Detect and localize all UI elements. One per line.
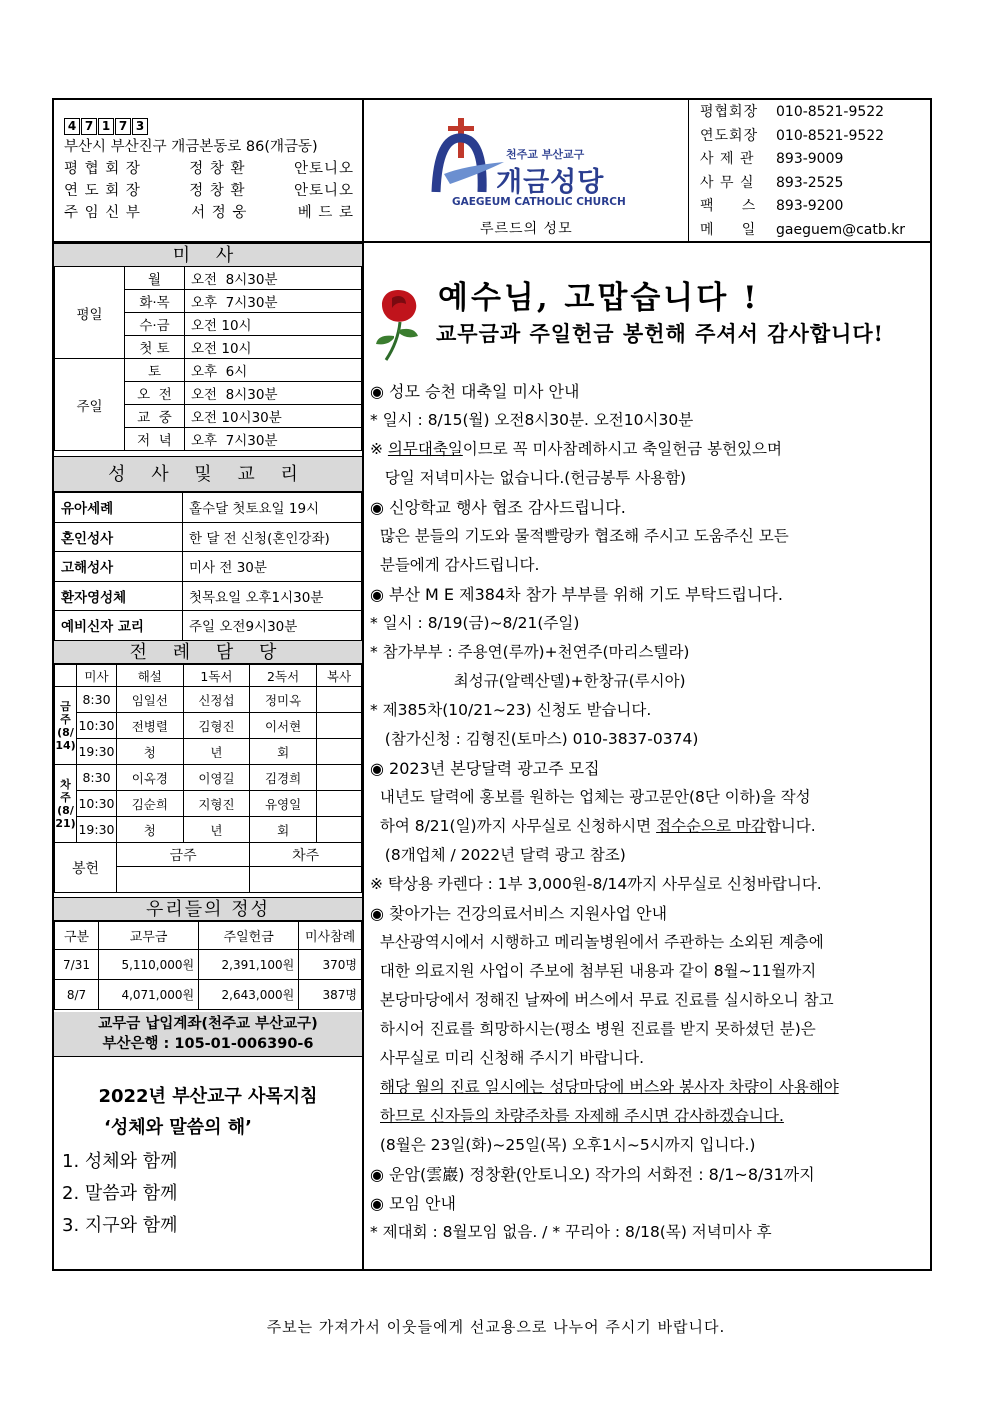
sacrament-row [55, 552, 362, 582]
liturgy-header: 해설 [117, 665, 184, 687]
guideline-item: 1. 성체와 함께 [62, 1151, 178, 1172]
notice-4-line-2 [370, 812, 839, 841]
notice-5-line-2: 대한 의료지원 사업이 주보에 첨부된 내용과 같이 8월~11월까지 [370, 962, 817, 980]
footer-note: 주보는 가져가서 이웃들에게 선교용으로 나누어 주시기 바랍니다. [266, 1318, 726, 1336]
offering-this-week: 금주 [117, 843, 250, 867]
donations-title: 우리들의 정성 [54, 897, 362, 921]
guideline-motto: ‘성체와 말씀의 해’ [104, 1117, 252, 1138]
liturgy-cell: 회 [250, 739, 317, 765]
liturgy-cell: 김순희 [117, 791, 184, 817]
liturgy-cell: 회 [250, 817, 317, 843]
notice-4-line-1: 내년도 달력에 홍보를 원하는 업체는 광고문안(8단 이하)을 작성 [370, 788, 811, 806]
donations-row [55, 950, 362, 980]
patron-saint: 루르드의 성모 [480, 221, 573, 237]
sacrament-row [55, 522, 362, 552]
guideline-title: 2022년 부산교구 사목지침 [98, 1086, 318, 1107]
zip-digit: 1 [98, 118, 114, 135]
liturgy-header: 1독서 [183, 665, 250, 687]
mass-time: 오전 10시 [185, 336, 362, 359]
notice-4-line-4: ※ 탁상용 카렌다 : 1부 3,000원-8/14까지 사무실로 신청바랍니다. [370, 875, 822, 893]
sacrament-schedule: 홀수달 첫토요일 19시 [183, 493, 362, 523]
liturgy-header-row [55, 665, 362, 687]
liturgy-cell [316, 817, 361, 843]
notice-1-title: ◉ 성모 승천 대축일 미사 안내 [370, 382, 580, 401]
liturgy-row [55, 765, 362, 791]
contact-value: 893-9200 [776, 198, 844, 214]
contact-value: gaeguem@catb.kr [776, 221, 906, 238]
liturgy-cell [316, 713, 361, 739]
liturgy-row [55, 817, 362, 843]
contact-value: 010-8521-9522 [776, 127, 885, 144]
sacrament-name: 환자영성체 [55, 581, 183, 611]
liturgy-cell: 이영길 [183, 765, 250, 791]
liturgy-cell: 임일선 [117, 687, 184, 713]
sacrament-schedule: 첫목요일 오후1시30분 [183, 581, 362, 611]
liturgy-cell: 10:30 [77, 713, 117, 739]
header-right-divider [688, 100, 689, 241]
donations-header: 주일헌금 [199, 922, 299, 950]
liturgy-cell: 정미옥 [250, 687, 317, 713]
donations-cell: 8/7 [55, 980, 99, 1010]
sacrament-row [55, 581, 362, 611]
liturgy-row [55, 687, 362, 713]
notice-2-line-1: 많은 분들의 기도와 물적빨랑카 협조해 주시고 도움주신 모든 [370, 527, 789, 545]
liturgy-row [55, 739, 362, 765]
sacrament-schedule: 한 달 전 신청(혼인강좌) [183, 522, 362, 552]
donations-cell: 4,071,000원 [99, 980, 199, 1010]
sacraments-table [54, 492, 362, 641]
liturgy-cell: 이서현 [250, 713, 317, 739]
notice-3-line-1: * 일시 : 8/19(금)~8/21(주일) [370, 614, 580, 632]
mass-day: 화·목 [125, 290, 185, 313]
contact-label: 사 무 실 [700, 174, 755, 191]
sacraments-title: 성 사 및 교 리 [54, 456, 362, 492]
mass-time: 오전 10시 [185, 313, 362, 336]
sacrament-schedule: 미사 전 30분 [183, 552, 362, 582]
sacrament-name: 유아세례 [55, 493, 183, 523]
rose-icon [372, 282, 428, 364]
notice-1-line-1: * 일시 : 8/15(월) 오전8시30분. 오전10시30분 [370, 411, 694, 429]
account-info [54, 1012, 362, 1057]
notice-4-text: 하여 8/21(일)까지 사무실로 신청하시면 [370, 817, 657, 835]
liturgy-cell: 이옥경 [117, 765, 184, 791]
liturgy-cell: 김경희 [250, 765, 317, 791]
guideline-items [54, 1146, 362, 1242]
notice-2-title: ◉ 신앙학교 행사 협조 감사드립니다. [370, 498, 626, 517]
contact-label: 팩 스 [700, 198, 757, 214]
notice-5-line-3: 본당마당에서 정해진 날짜에 버스에서 무료 진료를 실시하오니 참고 [370, 991, 834, 1009]
offering-header-row [55, 843, 362, 867]
officer-row [64, 158, 354, 180]
offering-this-week-value [117, 867, 250, 893]
donations-header: 미사참례 [299, 922, 362, 950]
address: 부산시 부산진구 개금본동로 86(개금동) [64, 139, 318, 155]
notice-1-line-2 [370, 435, 839, 464]
liturgy-week-label: 금주 (8/14) [55, 687, 77, 765]
mass-time: 오후 7시30분 [185, 290, 362, 313]
notice-3-line-4: * 제385차(10/21~23) 신청도 받습니다. [370, 701, 652, 719]
sacrament-schedule: 주일 오전9시30분 [183, 611, 362, 641]
contact-label: 사 제 관 [700, 151, 755, 167]
liturgy-week-label: 차주 (8/21) [55, 765, 77, 843]
officer-name: 서 정 웅 [191, 205, 248, 221]
zip-digit: 3 [132, 118, 148, 135]
guideline-item: 3. 지구와 함께 [62, 1215, 178, 1236]
donations-cell: 370명 [299, 950, 362, 980]
guideline-item: 2. 말씀과 함께 [62, 1183, 178, 1204]
liturgy-cell [316, 791, 361, 817]
notice-5-title: ◉ 찾아가는 건강의료서비스 지원사업 안내 [370, 904, 668, 923]
contact-label: 평협회장 [700, 104, 759, 120]
mass-time: 오전 10시30분 [185, 405, 362, 428]
mass-table [54, 266, 362, 451]
contact-list [700, 101, 905, 242]
sacrament-row [55, 493, 362, 523]
mass-row [55, 359, 362, 382]
notices [370, 377, 839, 1247]
mass-row [55, 267, 362, 290]
officer-name: 정 창 환 [189, 183, 246, 199]
notice-1-emphasis: 의무대축일 [387, 440, 463, 458]
liturgy-cell: 유영일 [250, 791, 317, 817]
zip-digit: 7 [81, 118, 97, 135]
contact-row [700, 125, 905, 149]
contact-row [700, 172, 905, 196]
donations-row [55, 980, 362, 1010]
notice-3-line-3: 최성규(알렉산델)+한창규(루시아) [370, 672, 686, 690]
mass-day: 저 녁 [125, 428, 185, 451]
liturgy-cell: 전병렬 [117, 713, 184, 739]
liturgy-cell: 신정섭 [183, 687, 250, 713]
sacrament-name: 예비신자 교리 [55, 611, 183, 641]
liturgy-header: 2독서 [250, 665, 317, 687]
mass-title: 미 사 [54, 243, 362, 267]
donations-cell: 2,391,100원 [199, 950, 299, 980]
mass-day: 첫 토 [125, 336, 185, 359]
officer-row [64, 202, 354, 224]
notice-4-line-3: (8개업체 / 2022년 달력 광고 참조) [370, 846, 626, 864]
liturgy-cell: 10:30 [77, 791, 117, 817]
liturgy-cell [316, 687, 361, 713]
donations-table [54, 921, 362, 1010]
liturgy-header: 미사 [77, 665, 117, 687]
logo-english-name: GAEGEUM CATHOLIC CHURCH [452, 196, 626, 208]
donations-header-row [55, 922, 362, 950]
pastoral-guideline [54, 1082, 362, 1242]
notice-2-line-2: 분들에게 감사드립니다. [370, 556, 540, 574]
donations-cell: 387명 [299, 980, 362, 1010]
parish-info [64, 118, 354, 224]
notice-4-rest: 합니다. [765, 817, 816, 835]
notice-1-rest: 이므로 꼭 미사참례하시고 축일헌금 봉헌있으며 [462, 440, 782, 458]
notice-4-emphasis: 접수순으로 마감 [656, 817, 766, 835]
notice-6-title: ◉ 운암(雲巖) 정창환(안토니오) 작가의 서화전 : 8/1~8/31까지 [370, 1165, 815, 1184]
notice-3-line-2: * 참가부부 : 주용연(루까)+천연주(마리스텔라) [370, 643, 690, 661]
notice-5-line-7: 하므로 신자들의 차량주차를 자제해 주시면 감사하겠습니다. [380, 1107, 784, 1125]
officer-saint: 안토니오 [293, 183, 354, 199]
notice-3-title: ◉ 부산 M E 제384차 참가 부부를 위해 기도 부탁드립니다. [370, 585, 783, 604]
officer-role: 주 임 신 부 [64, 205, 141, 221]
notice-5-line-6: 해당 월의 진료 일시에는 성당마당에 버스와 봉사자 차량이 사용해야 [380, 1078, 839, 1096]
mass-day: 오 전 [125, 382, 185, 405]
church-logo [364, 100, 686, 240]
zip-digit: 4 [64, 118, 80, 135]
sacrament-name: 혼인성사 [55, 522, 183, 552]
mass-day: 수·금 [125, 313, 185, 336]
liturgy-row [55, 713, 362, 739]
notice-1-line-3: 당일 저녁미사는 없습니다.(헌금봉투 사용함) [370, 469, 687, 487]
offering-next-week: 차주 [250, 843, 362, 867]
donations-cell: 5,110,000원 [99, 950, 199, 980]
headline: 예수님, 고맙습니다 ! [438, 280, 760, 316]
contact-value: 893-9009 [776, 151, 844, 167]
account-line-2: 부산은행 : 105-01-006390-6 [102, 1036, 314, 1052]
logo-diocese: 천주교 부산교구 [506, 148, 585, 161]
contact-value: 893-2525 [776, 174, 844, 191]
liturgy-row [55, 791, 362, 817]
contact-row [700, 219, 905, 243]
offering-label: 봉헌 [55, 843, 117, 893]
liturgy-cell [316, 739, 361, 765]
liturgy-cell: 청 [117, 817, 184, 843]
liturgy-cell [316, 765, 361, 791]
notice-4-title: ◉ 2023년 본당달력 광고주 모집 [370, 759, 600, 778]
liturgy-cell: 년 [183, 739, 250, 765]
sacrament-name: 고해성사 [55, 552, 183, 582]
sacrament-row [55, 611, 362, 641]
mass-time: 오후 6시 [185, 359, 362, 382]
mass-day: 토 [125, 359, 185, 382]
liturgy-cell: 지형진 [183, 791, 250, 817]
zip-code [64, 118, 354, 135]
notice-5-line-4: 하시어 진료를 희망하시는(평소 병원 진료를 받지 못하셨던 분)은 [370, 1020, 816, 1038]
officer-name: 정 창 환 [189, 161, 246, 177]
contact-label: 연도회장 [700, 127, 759, 144]
liturgy-cell: 청 [117, 739, 184, 765]
contact-row [700, 148, 905, 172]
officer-list [64, 158, 354, 224]
liturgy-title: 전 례 담 당 [54, 640, 362, 664]
officer-row [64, 180, 354, 202]
notice-5-line-8: (8월은 23일(화)~25일(목) 오후1시~5시까지 입니다.) [370, 1136, 756, 1154]
donations-header: 교무금 [99, 922, 199, 950]
notice-7-title: ◉ 모임 안내 [370, 1194, 456, 1213]
notice-3-line-5: (참가신청 : 김형진(토마스) 010-3837-0374) [370, 730, 699, 748]
officer-saint: 안토니오 [293, 161, 354, 177]
offering-next-week-value [250, 867, 362, 893]
contact-row [700, 195, 905, 219]
officer-role: 연 도 회 장 [64, 183, 141, 199]
liturgy-corner [55, 665, 77, 687]
mass-group-label: 주일 [55, 359, 125, 451]
officer-saint: 베 드 로 [297, 205, 354, 221]
liturgy-cell: 8:30 [77, 687, 117, 713]
mass-time: 오전 8시30분 [185, 382, 362, 405]
liturgy-cell: 김형진 [183, 713, 250, 739]
officer-role: 평 협 회 장 [64, 161, 141, 177]
notice-5-line-5: 사무실로 미리 신청해 주시기 바랍니다. [370, 1049, 645, 1067]
notice-1-mark: ※ [370, 440, 388, 458]
subheadline: 교무금과 주일헌금 봉헌해 주셔서 감사합니다! [436, 321, 884, 346]
mass-day: 월 [125, 267, 185, 290]
contact-row [700, 101, 905, 125]
contact-value: 010-8521-9522 [776, 104, 885, 120]
donations-cell: 2,643,000원 [199, 980, 299, 1010]
notice-7-line-1: * 제대회 : 8월모임 없음. / * 꾸리아 : 8/18(목) 저녁미사 후 [370, 1223, 772, 1241]
contact-label: 메 일 [700, 221, 757, 238]
mass-time: 오전 8시30분 [185, 267, 362, 290]
column-divider [362, 98, 364, 1271]
liturgy-cell: 8:30 [77, 765, 117, 791]
logo-church-name: 개금성당 [496, 167, 605, 198]
liturgy-header: 복사 [316, 665, 361, 687]
liturgy-cell: 년 [183, 817, 250, 843]
zip-digit: 7 [115, 118, 131, 135]
liturgy-table [54, 664, 362, 893]
mass-day: 교 중 [125, 405, 185, 428]
liturgy-cell: 19:30 [77, 739, 117, 765]
donations-cell: 7/31 [55, 950, 99, 980]
mass-time: 오후 7시30분 [185, 428, 362, 451]
liturgy-cell: 19:30 [77, 817, 117, 843]
notice-5-line-1: 부산광역시에서 시행하고 메리놀병원에서 주관하는 소외된 계층에 [370, 933, 824, 951]
account-line-1: 교무금 납입계좌(천주교 부산교구) [98, 1016, 318, 1032]
mass-group-label: 평일 [55, 267, 125, 359]
donations-header: 구분 [55, 922, 99, 950]
